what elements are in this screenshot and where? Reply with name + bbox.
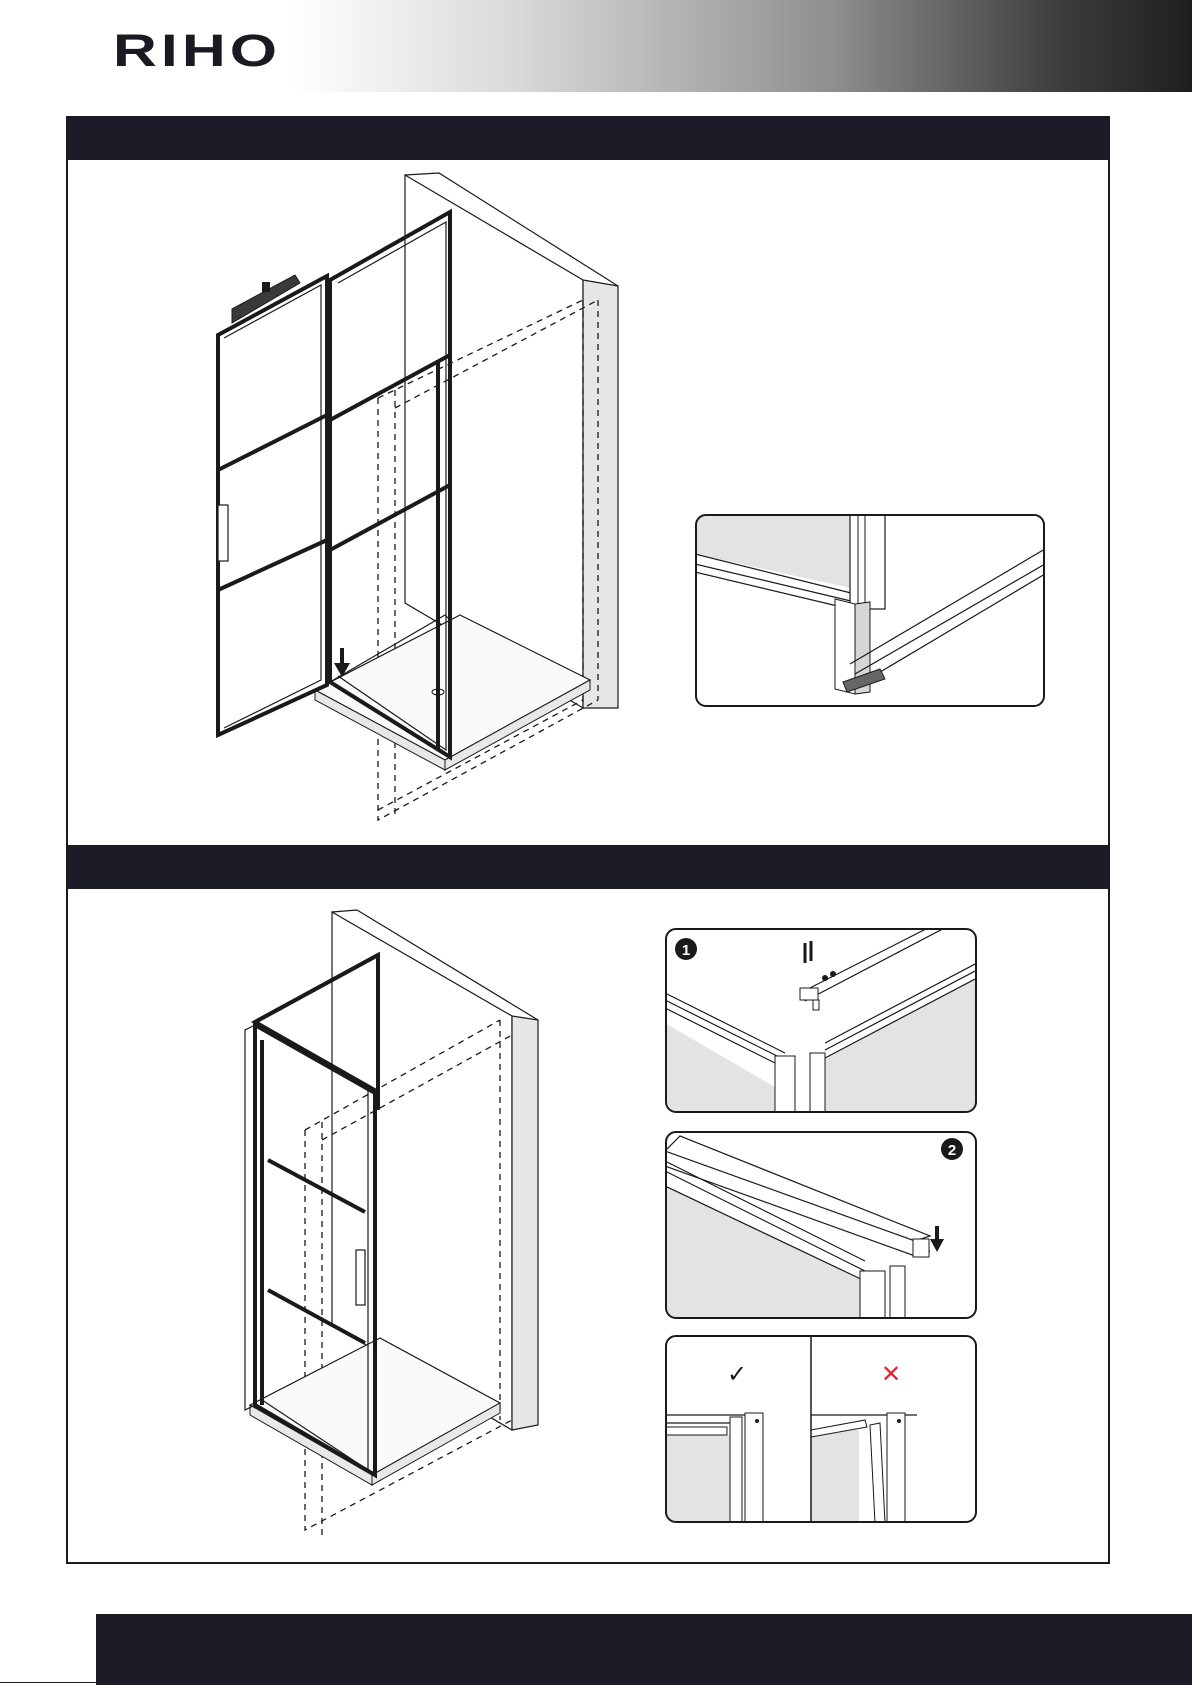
detail-step2-bar-down	[665, 1131, 977, 1319]
footer-line	[0, 1682, 1192, 1683]
check-icon: ✓	[726, 1360, 748, 1388]
header-gradient-bar	[290, 0, 1192, 92]
section-title-1	[68, 129, 88, 149]
footer-bar	[96, 1614, 1192, 1685]
riho-logo: RIHO	[113, 25, 282, 76]
section-header-bar-2	[68, 847, 1108, 889]
detail-bottom-pivot	[695, 514, 1045, 707]
section-title-2	[68, 858, 88, 878]
detail-correct-vs-incorrect	[665, 1335, 977, 1523]
section-panel-1	[66, 116, 1110, 847]
section-header-bar-1	[68, 118, 1108, 160]
detail-step1-top-bar	[665, 928, 977, 1113]
step1-badge-number: 1	[681, 942, 691, 959]
cross-icon: ✕	[880, 1360, 902, 1388]
step2-badge-number: 2	[947, 1142, 957, 1159]
